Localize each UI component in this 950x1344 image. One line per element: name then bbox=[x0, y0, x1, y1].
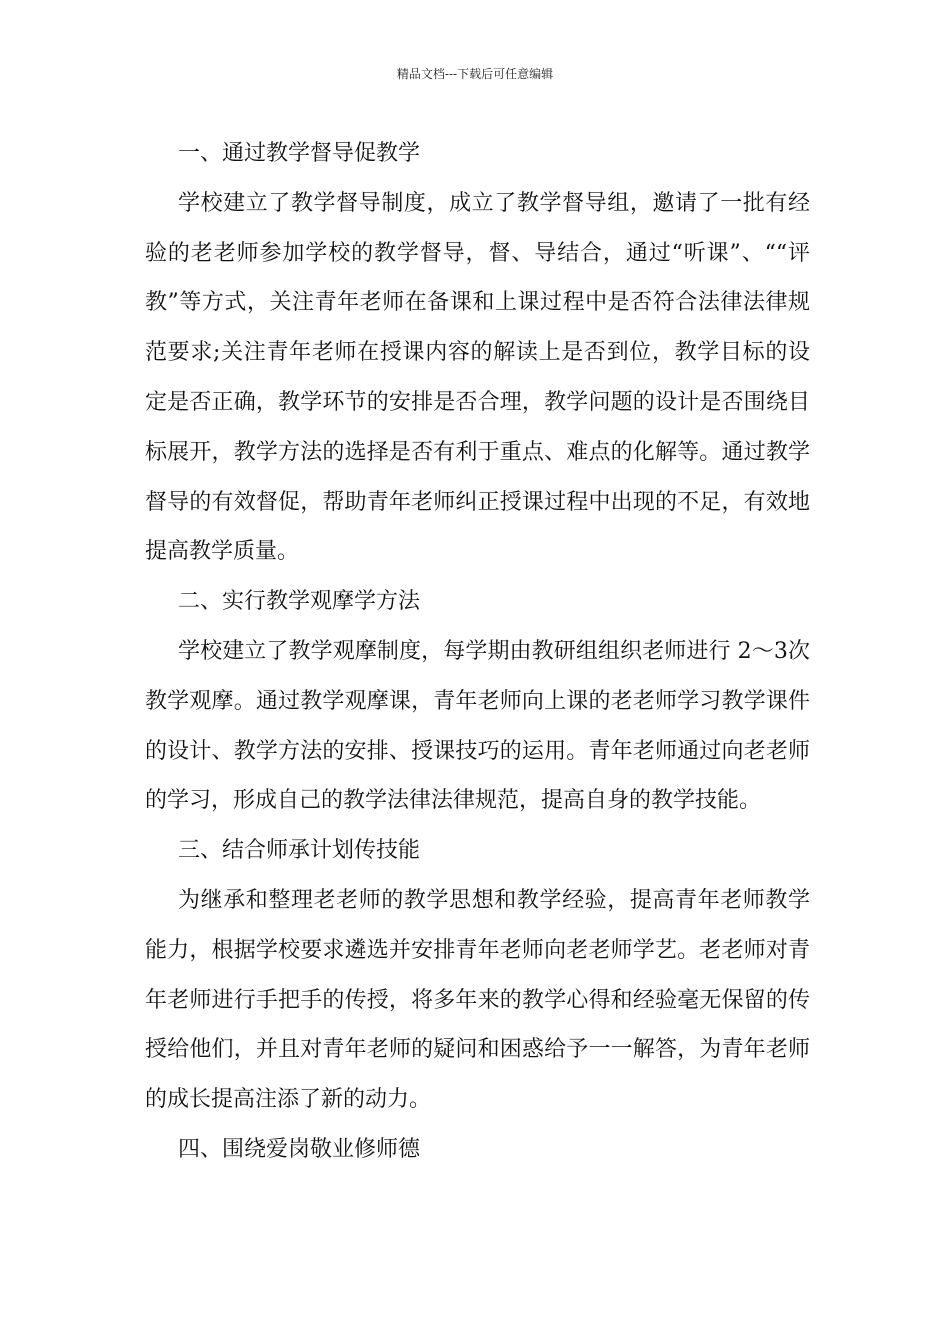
section-heading-2: 二、实行教学观摩学方法 bbox=[178, 589, 421, 615]
section-heading-1: 一、通过教学督导促教学 bbox=[178, 141, 421, 166]
section-paragraph-3: 为继承和整理老老师的教学思想和教学经验，提高青年老师教学能力，根据学校要求遴选并安排青年老师向老老师学艺。老老师对青年老师进行手把手的传授，将多年来的教学心得和经验毫无保留的传授给他们，并且对青年老师的疑问和困惑给予一一解答，为青年老师的成长提高注添了新的动力。 bbox=[145, 887, 810, 1113]
section-paragraph-1: 学校建立了教学督导制度，成立了教学督导组，邀请了一批有经验的老老师参加学校的教学督导，督、导结合，通过“听课”、““评教”等方式，关注青年老师在备课和上课过程中是否符合法律法律规范要求;关注青年老师在授课内容的解读上是否到位，教学目标的设定是否正确，教学环节的安排是否合理，教学问题的设计是否围绕目标展开，教学方法的选择是否有利于重点、难点的化解等。通过教学督导的有效督促，帮助青年老师纠正授课过程中出现的不足，有效地提高教学质量。 bbox=[145, 190, 810, 565]
section-heading-4: 四、围绕爱岗敬业修师德 bbox=[178, 1136, 421, 1162]
page-header: 精品文档---下载后可任意编辑 bbox=[396, 67, 554, 81]
section-paragraph-2: 学校建立了教学观摩制度，每学期由教研组组织老师进行 2～3次教学观摩。通过教学观摩课，青年老师向上课的老老师学习教学课件的设计、教学方法的安排、授课技巧的运用。青年老师通过向老老师的学习，形成自己的教学法律法律规范，提高自身的教学技能。 bbox=[145, 638, 810, 814]
section-heading-3: 三、结合师承计划传技能 bbox=[178, 838, 421, 864]
document-body bbox=[145, 129, 810, 1175]
